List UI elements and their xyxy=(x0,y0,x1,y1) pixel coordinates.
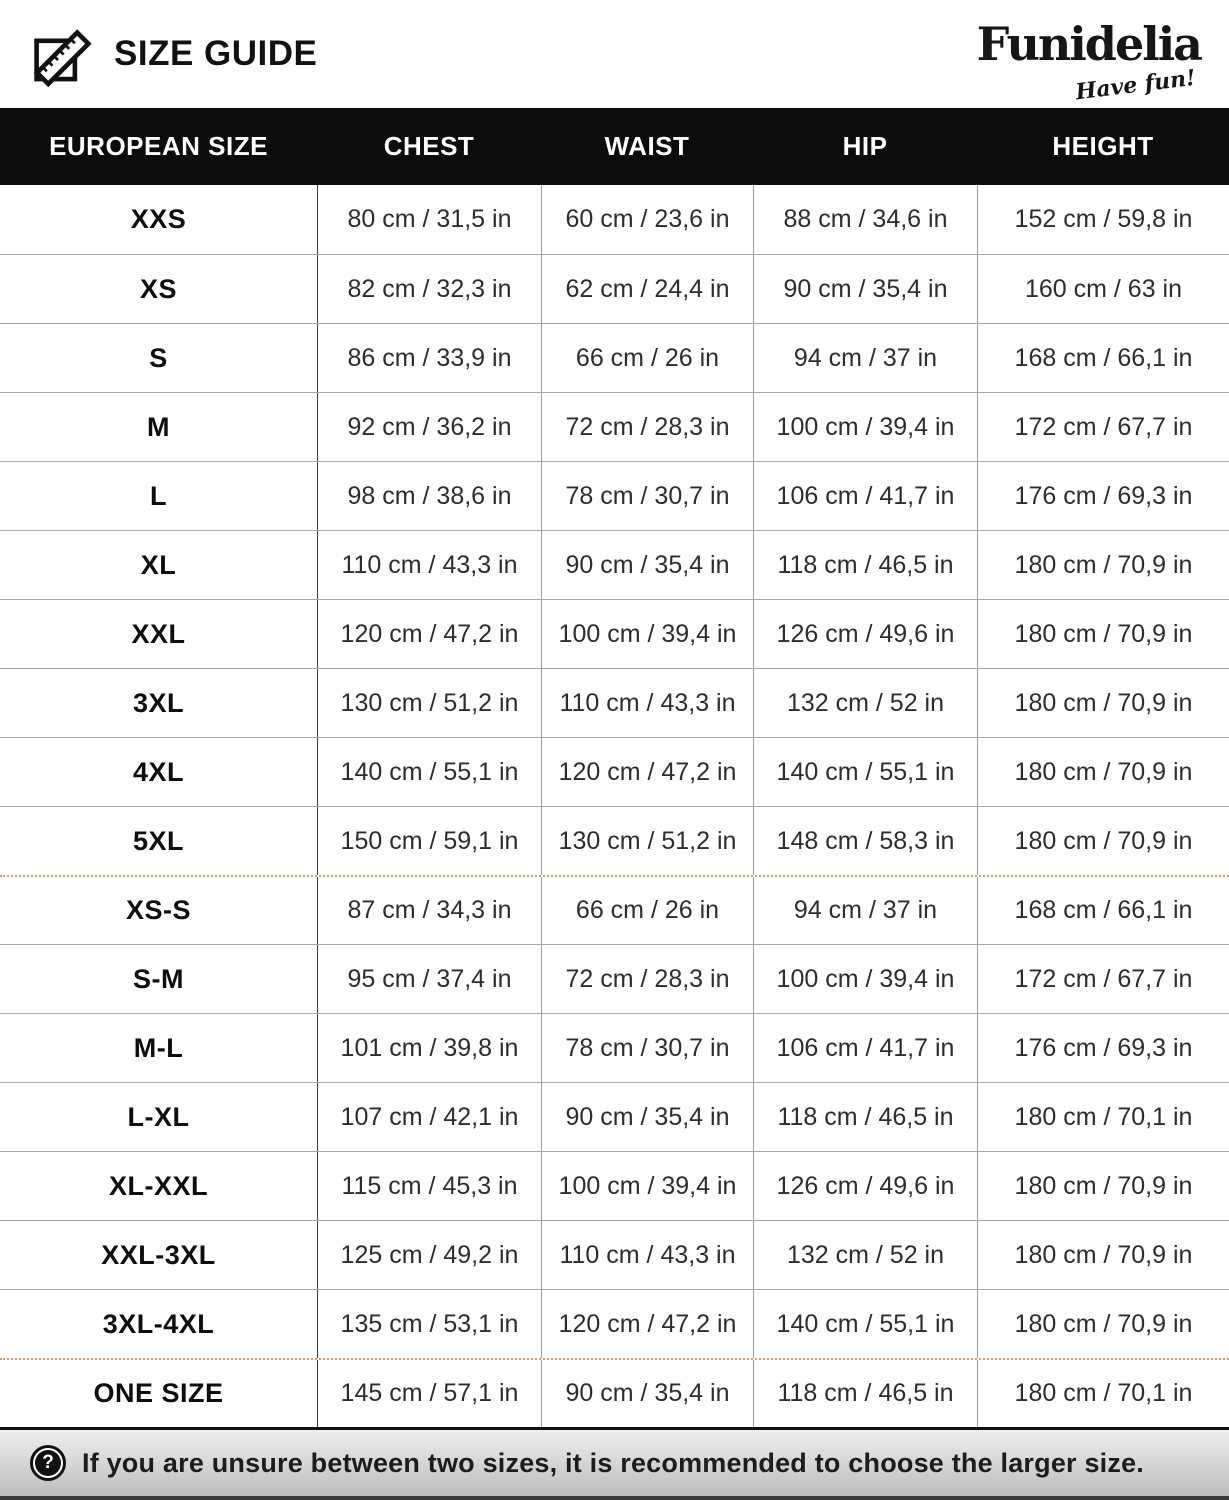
chest-value: 87 cm / 34,3 in xyxy=(317,877,541,944)
waist-value: 90 cm / 35,4 in xyxy=(541,1083,753,1151)
hip-value: 132 cm / 52 in xyxy=(753,669,977,737)
size-label: M-L xyxy=(133,1032,184,1063)
table-row-3xl-4xl xyxy=(0,1289,1229,1358)
waist-value: 110 cm / 43,3 in xyxy=(541,669,753,737)
column-header-hip: HIP xyxy=(842,131,888,161)
size-label: S xyxy=(149,342,168,373)
size-label: L xyxy=(150,480,167,511)
page-title: SIZE GUIDE xyxy=(114,34,318,73)
waist-value: 62 cm / 24,4 in xyxy=(541,255,753,323)
brand-name: Funidelia xyxy=(976,17,1201,71)
height-value: 172 cm / 67,7 in xyxy=(977,945,1229,1013)
hip-value: 88 cm / 34,6 in xyxy=(753,185,977,254)
chest-value: 101 cm / 39,8 in xyxy=(317,1014,541,1082)
page-header xyxy=(0,0,1229,108)
height-value: 176 cm / 69,3 in xyxy=(977,1014,1229,1082)
waist-value: 100 cm / 39,4 in xyxy=(541,600,753,668)
hip-value: 140 cm / 55,1 in xyxy=(753,1290,977,1358)
height-value: 180 cm / 70,9 in xyxy=(977,738,1229,806)
waist-value: 72 cm / 28,3 in xyxy=(541,945,753,1013)
ruler-icon xyxy=(30,21,96,87)
height-value: 180 cm / 70,9 in xyxy=(977,1152,1229,1220)
table-header-row xyxy=(0,108,1229,185)
waist-value: 120 cm / 47,2 in xyxy=(541,1290,753,1358)
size-label: 4XL xyxy=(132,756,185,787)
chest-value: 140 cm / 55,1 in xyxy=(317,738,541,806)
table-row-xl-xxl xyxy=(0,1151,1229,1220)
chest-value: 80 cm / 31,5 in xyxy=(317,185,541,254)
table-row-l-xl xyxy=(0,1082,1229,1151)
hip-value: 90 cm / 35,4 in xyxy=(753,255,977,323)
chest-value: 120 cm / 47,2 in xyxy=(317,600,541,668)
table-row-m xyxy=(0,392,1229,461)
size-label: M xyxy=(147,411,170,442)
hip-value: 132 cm / 52 in xyxy=(753,1221,977,1289)
table-row-s-m xyxy=(0,944,1229,1013)
waist-value: 60 cm / 23,6 in xyxy=(541,185,753,254)
column-header-waist: WAIST xyxy=(604,131,690,161)
size-label: ONE SIZE xyxy=(93,1378,224,1408)
hip-value: 118 cm / 46,5 in xyxy=(753,1083,977,1151)
height-value: 180 cm / 70,9 in xyxy=(977,807,1229,875)
chest-value: 86 cm / 33,9 in xyxy=(317,324,541,392)
chest-value: 92 cm / 36,2 in xyxy=(317,393,541,461)
column-header-height: HEIGHT xyxy=(1052,131,1154,161)
chest-value: 125 cm / 49,2 in xyxy=(317,1221,541,1289)
hip-value: 106 cm / 41,7 in xyxy=(753,462,977,530)
size-label: XXS xyxy=(130,204,187,234)
size-label: XS-S xyxy=(125,895,192,925)
title-block xyxy=(30,21,317,87)
waist-value: 78 cm / 30,7 in xyxy=(541,1014,753,1082)
size-label: XL xyxy=(140,549,177,580)
column-header-chest: CHEST xyxy=(383,131,475,161)
table-row-xxl xyxy=(0,599,1229,668)
height-value: 180 cm / 70,9 in xyxy=(977,1221,1229,1289)
table-row-xs xyxy=(0,254,1229,323)
waist-value: 78 cm / 30,7 in xyxy=(541,462,753,530)
size-label: XXL xyxy=(131,618,186,649)
size-label: XS xyxy=(139,273,178,304)
hip-value: 126 cm / 49,6 in xyxy=(753,600,977,668)
table-row-xxl-3xl xyxy=(0,1220,1229,1289)
waist-value: 120 cm / 47,2 in xyxy=(541,738,753,806)
question-mark-icon: ? xyxy=(30,1445,66,1481)
height-value: 168 cm / 66,1 in xyxy=(977,324,1229,392)
height-value: 180 cm / 70,1 in xyxy=(977,1083,1229,1151)
hip-value: 118 cm / 46,5 in xyxy=(753,531,977,599)
column-header-european-size: EUROPEAN SIZE xyxy=(49,131,268,161)
table-row-m-l xyxy=(0,1013,1229,1082)
table-row-l xyxy=(0,461,1229,530)
height-value: 152 cm / 59,8 in xyxy=(977,185,1229,254)
height-value: 180 cm / 70,9 in xyxy=(977,531,1229,599)
waist-value: 90 cm / 35,4 in xyxy=(541,1360,753,1427)
size-label: 5XL xyxy=(132,825,185,856)
hip-value: 100 cm / 39,4 in xyxy=(753,945,977,1013)
height-value: 180 cm / 70,9 in xyxy=(977,669,1229,737)
waist-value: 100 cm / 39,4 in xyxy=(541,1152,753,1220)
hip-value: 118 cm / 46,5 in xyxy=(753,1360,977,1427)
chest-value: 115 cm / 45,3 in xyxy=(317,1152,541,1220)
waist-value: 72 cm / 28,3 in xyxy=(541,393,753,461)
chest-value: 150 cm / 59,1 in xyxy=(317,807,541,875)
size-table xyxy=(0,108,1229,1427)
chest-value: 107 cm / 42,1 in xyxy=(317,1083,541,1151)
chest-value: 110 cm / 43,3 in xyxy=(317,531,541,599)
footer-note-bar xyxy=(0,1427,1229,1500)
brand-logo xyxy=(976,17,1201,106)
waist-value: 130 cm / 51,2 in xyxy=(541,807,753,875)
waist-value: 90 cm / 35,4 in xyxy=(541,531,753,599)
table-row-4xl xyxy=(0,737,1229,806)
table-row-xxs xyxy=(0,185,1229,254)
table-row-xl xyxy=(0,530,1229,599)
hip-value: 94 cm / 37 in xyxy=(753,877,977,944)
size-label: 3XL xyxy=(132,687,185,718)
height-value: 160 cm / 63 in xyxy=(977,255,1229,323)
chest-value: 135 cm / 53,1 in xyxy=(317,1290,541,1358)
table-body xyxy=(0,185,1229,1427)
waist-value: 110 cm / 43,3 in xyxy=(541,1221,753,1289)
height-value: 180 cm / 70,9 in xyxy=(977,1290,1229,1358)
hip-value: 148 cm / 58,3 in xyxy=(753,807,977,875)
size-label: L-XL xyxy=(127,1101,190,1132)
chest-value: 82 cm / 32,3 in xyxy=(317,255,541,323)
hip-value: 126 cm / 49,6 in xyxy=(753,1152,977,1220)
hip-value: 100 cm / 39,4 in xyxy=(753,393,977,461)
waist-value: 66 cm / 26 in xyxy=(541,877,753,944)
hip-value: 140 cm / 55,1 in xyxy=(753,738,977,806)
chest-value: 130 cm / 51,2 in xyxy=(317,669,541,737)
size-label: XL-XXL xyxy=(108,1170,208,1201)
table-row-xs-s xyxy=(0,875,1229,944)
hip-value: 106 cm / 41,7 in xyxy=(753,1014,977,1082)
height-value: 180 cm / 70,1 in xyxy=(977,1360,1229,1427)
hip-value: 94 cm / 37 in xyxy=(753,324,977,392)
size-label: S-M xyxy=(133,963,184,994)
chest-value: 145 cm / 57,1 in xyxy=(317,1360,541,1427)
height-value: 180 cm / 70,9 in xyxy=(977,600,1229,668)
size-label: XXL-3XL xyxy=(101,1239,216,1270)
height-value: 168 cm / 66,1 in xyxy=(977,877,1229,944)
chest-value: 95 cm / 37,4 in xyxy=(317,945,541,1013)
waist-value: 66 cm / 26 in xyxy=(541,324,753,392)
table-row-one-size xyxy=(0,1358,1229,1427)
table-row-s xyxy=(0,323,1229,392)
size-label: 3XL-4XL xyxy=(102,1308,215,1339)
brand-tagline: Have fun! xyxy=(1073,64,1197,106)
chest-value: 98 cm / 38,6 in xyxy=(317,462,541,530)
height-value: 172 cm / 67,7 in xyxy=(977,393,1229,461)
table-row-5xl xyxy=(0,806,1229,875)
table-row-3xl xyxy=(0,668,1229,737)
height-value: 176 cm / 69,3 in xyxy=(977,462,1229,530)
footer-note: If you are unsure between two sizes, it is recommended to choose the larger size. xyxy=(82,1447,1144,1478)
